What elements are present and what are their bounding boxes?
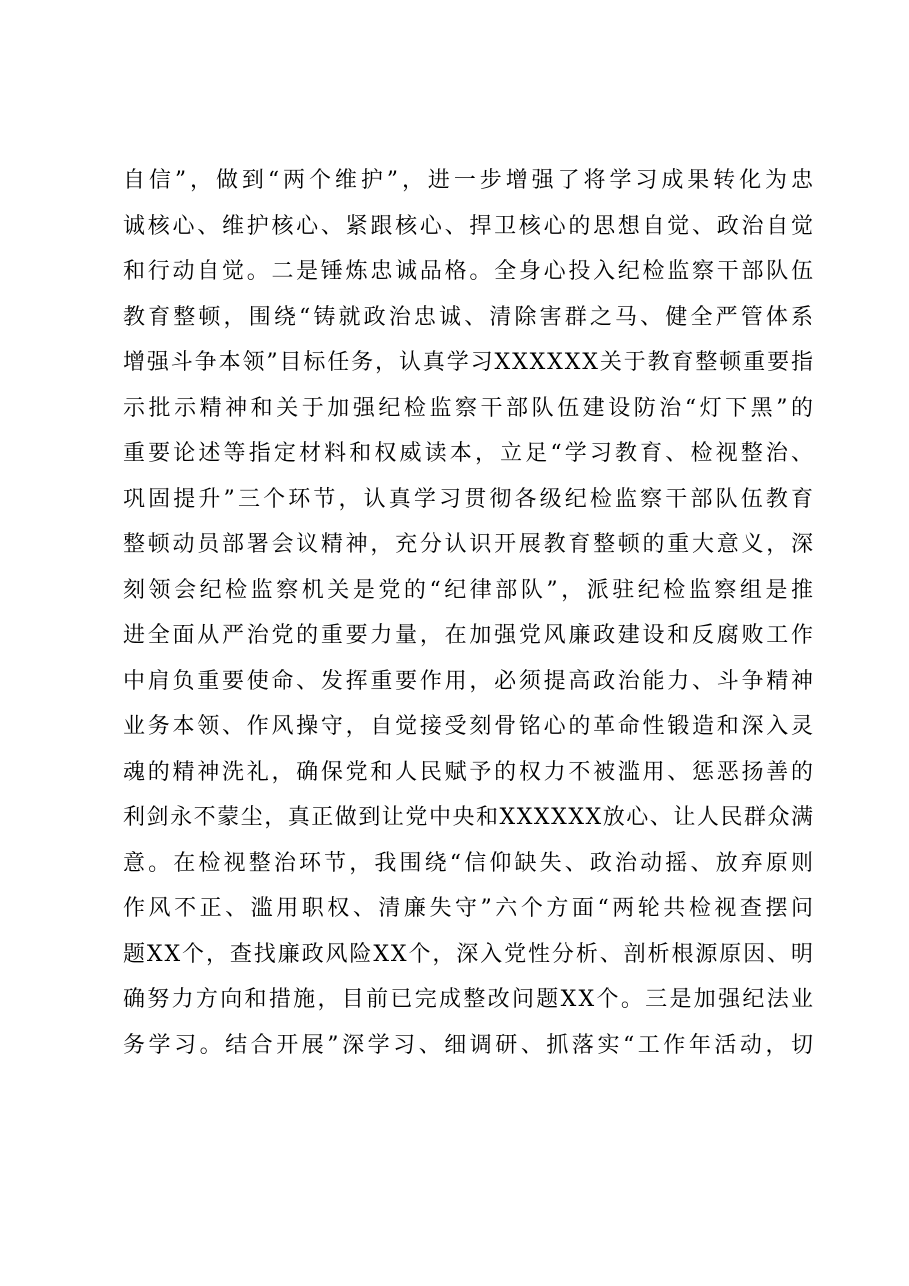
text-line: 示批示精神和关于加强纪检监察干部队伍建设防治“灯下黑”的 (123, 395, 817, 421)
text-line: 自信”，做到“两个维护”，进一步增强了将学习成果转化为忠 (123, 168, 817, 193)
text-line: 刻领会纪检监察机关是党的“纪律部队”，派驻纪检监察组是推 (123, 577, 817, 603)
text-line: 增强斗争本领”目标任务，认真学习XXXXXX关于教育整顿重要指 (123, 350, 815, 375)
text-line: 整顿动员部署会议精神，充分认识开展教育整顿的重大意义，深 (123, 532, 816, 557)
text-line: 巩固提升”三个环节，认真学习贯彻各级纪检监察干部队伍教育 (123, 486, 817, 512)
text-line: 中肩负重要使命、发挥重要作用，必须提高政治能力、斗争精神 (123, 668, 816, 694)
text-line: 确努力方向和措施，目前已完成整改问题XX个。三是加强纪法业 (123, 987, 816, 1012)
text-line: 题XX个，查找廉政风险XX个，深入党性分析、剖析根源原因、明 (123, 941, 815, 967)
text-line: 利剑永不蒙尘，真正做到让党中央和XXXXXX放心、让人民群众满 (123, 805, 815, 830)
text-line: 意。在检视整治环节，我围绕“信仰缺失、政治动摇、放弃原则 (123, 850, 817, 876)
text-line: 重要论述等指定材料和权威读本，立足“学习教育、检视整治、 (123, 441, 817, 466)
text-line: 业务本领、作风操守，自觉接受刻骨铭心的革命性锻造和深入灵 (123, 714, 816, 739)
text-line: 进全面从严治党的重要力量，在加强党风廉政建设和反腐败工作 (123, 623, 816, 648)
body-paragraph (123, 158, 817, 1068)
text-line: 和行动自觉。二是锤炼忠诚品格。全身心投入纪检监察干部队伍 (123, 259, 816, 284)
text-line: 作风不正、滥用职权、清廉失守”六个方面“两轮共检视查摆问 (123, 896, 817, 921)
text-line: 务学习。结合开展”深学习、细调研、抓落实“工作年活动，切 (123, 1032, 817, 1058)
text-line: 魂的精神洗礼，确保党和人民赋予的权力不被滥用、惩恶扬善的 (123, 759, 816, 785)
text-line: 诚核心、维护核心、紧跟核心、捍卫核心的思想自觉、政治自觉 (123, 213, 816, 239)
text-line: 教育整顿，围绕“铸就政治忠诚、清除害群之马、健全严管体系 (123, 304, 817, 330)
